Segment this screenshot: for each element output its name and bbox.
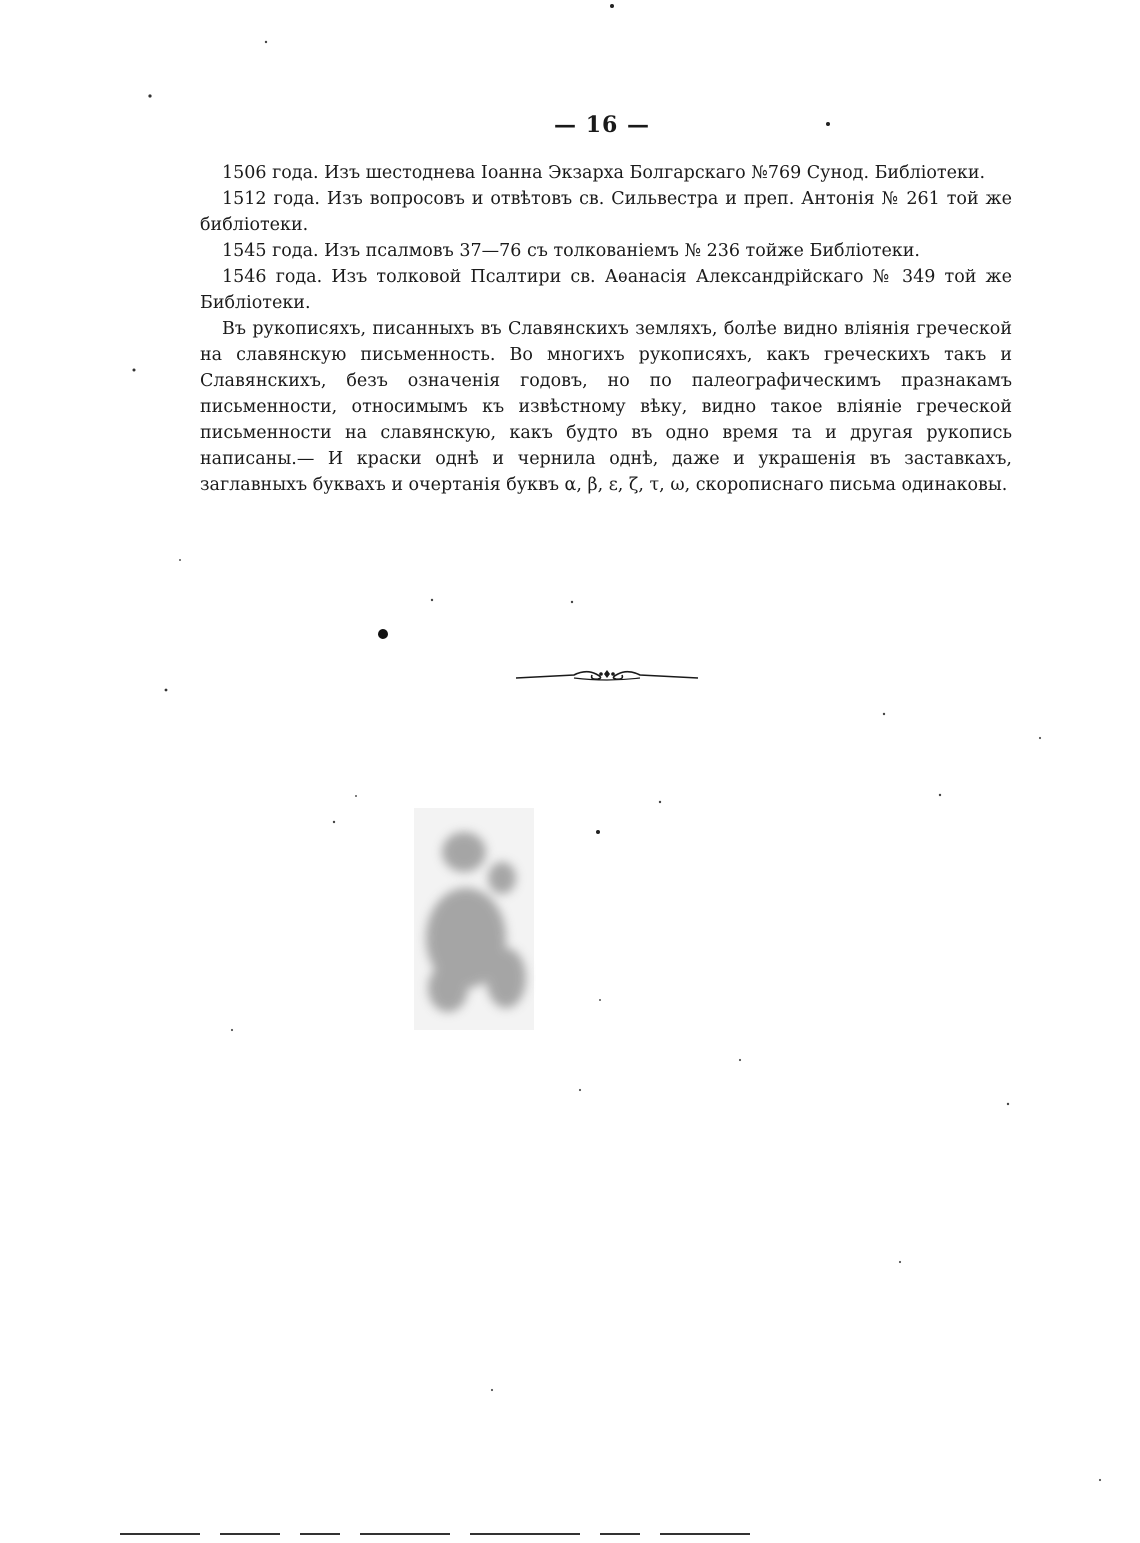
body-text (200, 160, 1012, 498)
ornament-divider (514, 664, 700, 686)
main-paragraph: Въ рукописяхъ, писанныхъ въ Славянскихъ земляхъ, болѣе видно вліянія греческой на славянскую письменность. Во многихъ рукописяхъ, какъ греческихъ такъ и Славянскихъ, безъ означенія годовъ, но по палеографическимъ празнакамъ письменности, относимымъ къ извѣстному вѣку, видно такое вліяніе греческой письменности на славянскую, какъ будто въ одно время та и другая рукопись написаны.— И краски однѣ и чернила однѣ, даже и украшенія въ заставкахъ, заглавныхъ буквахъ и очертанія буквъ α, β, ε, ζ, τ, ω, скорописнаго письма одинаковы. (200, 319, 1012, 495)
page-number-text: — 16 — (554, 112, 650, 138)
manuscript-entry-1546: 1546 года. Изъ толковой Псалтири св. Аѳанасія Александрійскаго № 349 той же Библіотеки. (200, 267, 1012, 313)
manuscript-entry-1545: 1545 года. Изъ псалмовъ 37—76 съ толкованіемъ № 236 тойже Библіотеки. (222, 241, 920, 261)
page-number (0, 112, 1140, 138)
manuscript-entry-1512: 1512 года. Изъ вопросовъ и отвѣтовъ св. Сильвестра и преп. Антонія № 261 той же библіотеки. (200, 189, 1012, 235)
scan-edge-marks (120, 1530, 1020, 1538)
page-stain (408, 808, 540, 1030)
manuscript-entry-1506: 1506 года. Изъ шестоднева Іоанна Экзарха Болгарскаго №769 Сунод. Библіотеки. (222, 163, 986, 183)
